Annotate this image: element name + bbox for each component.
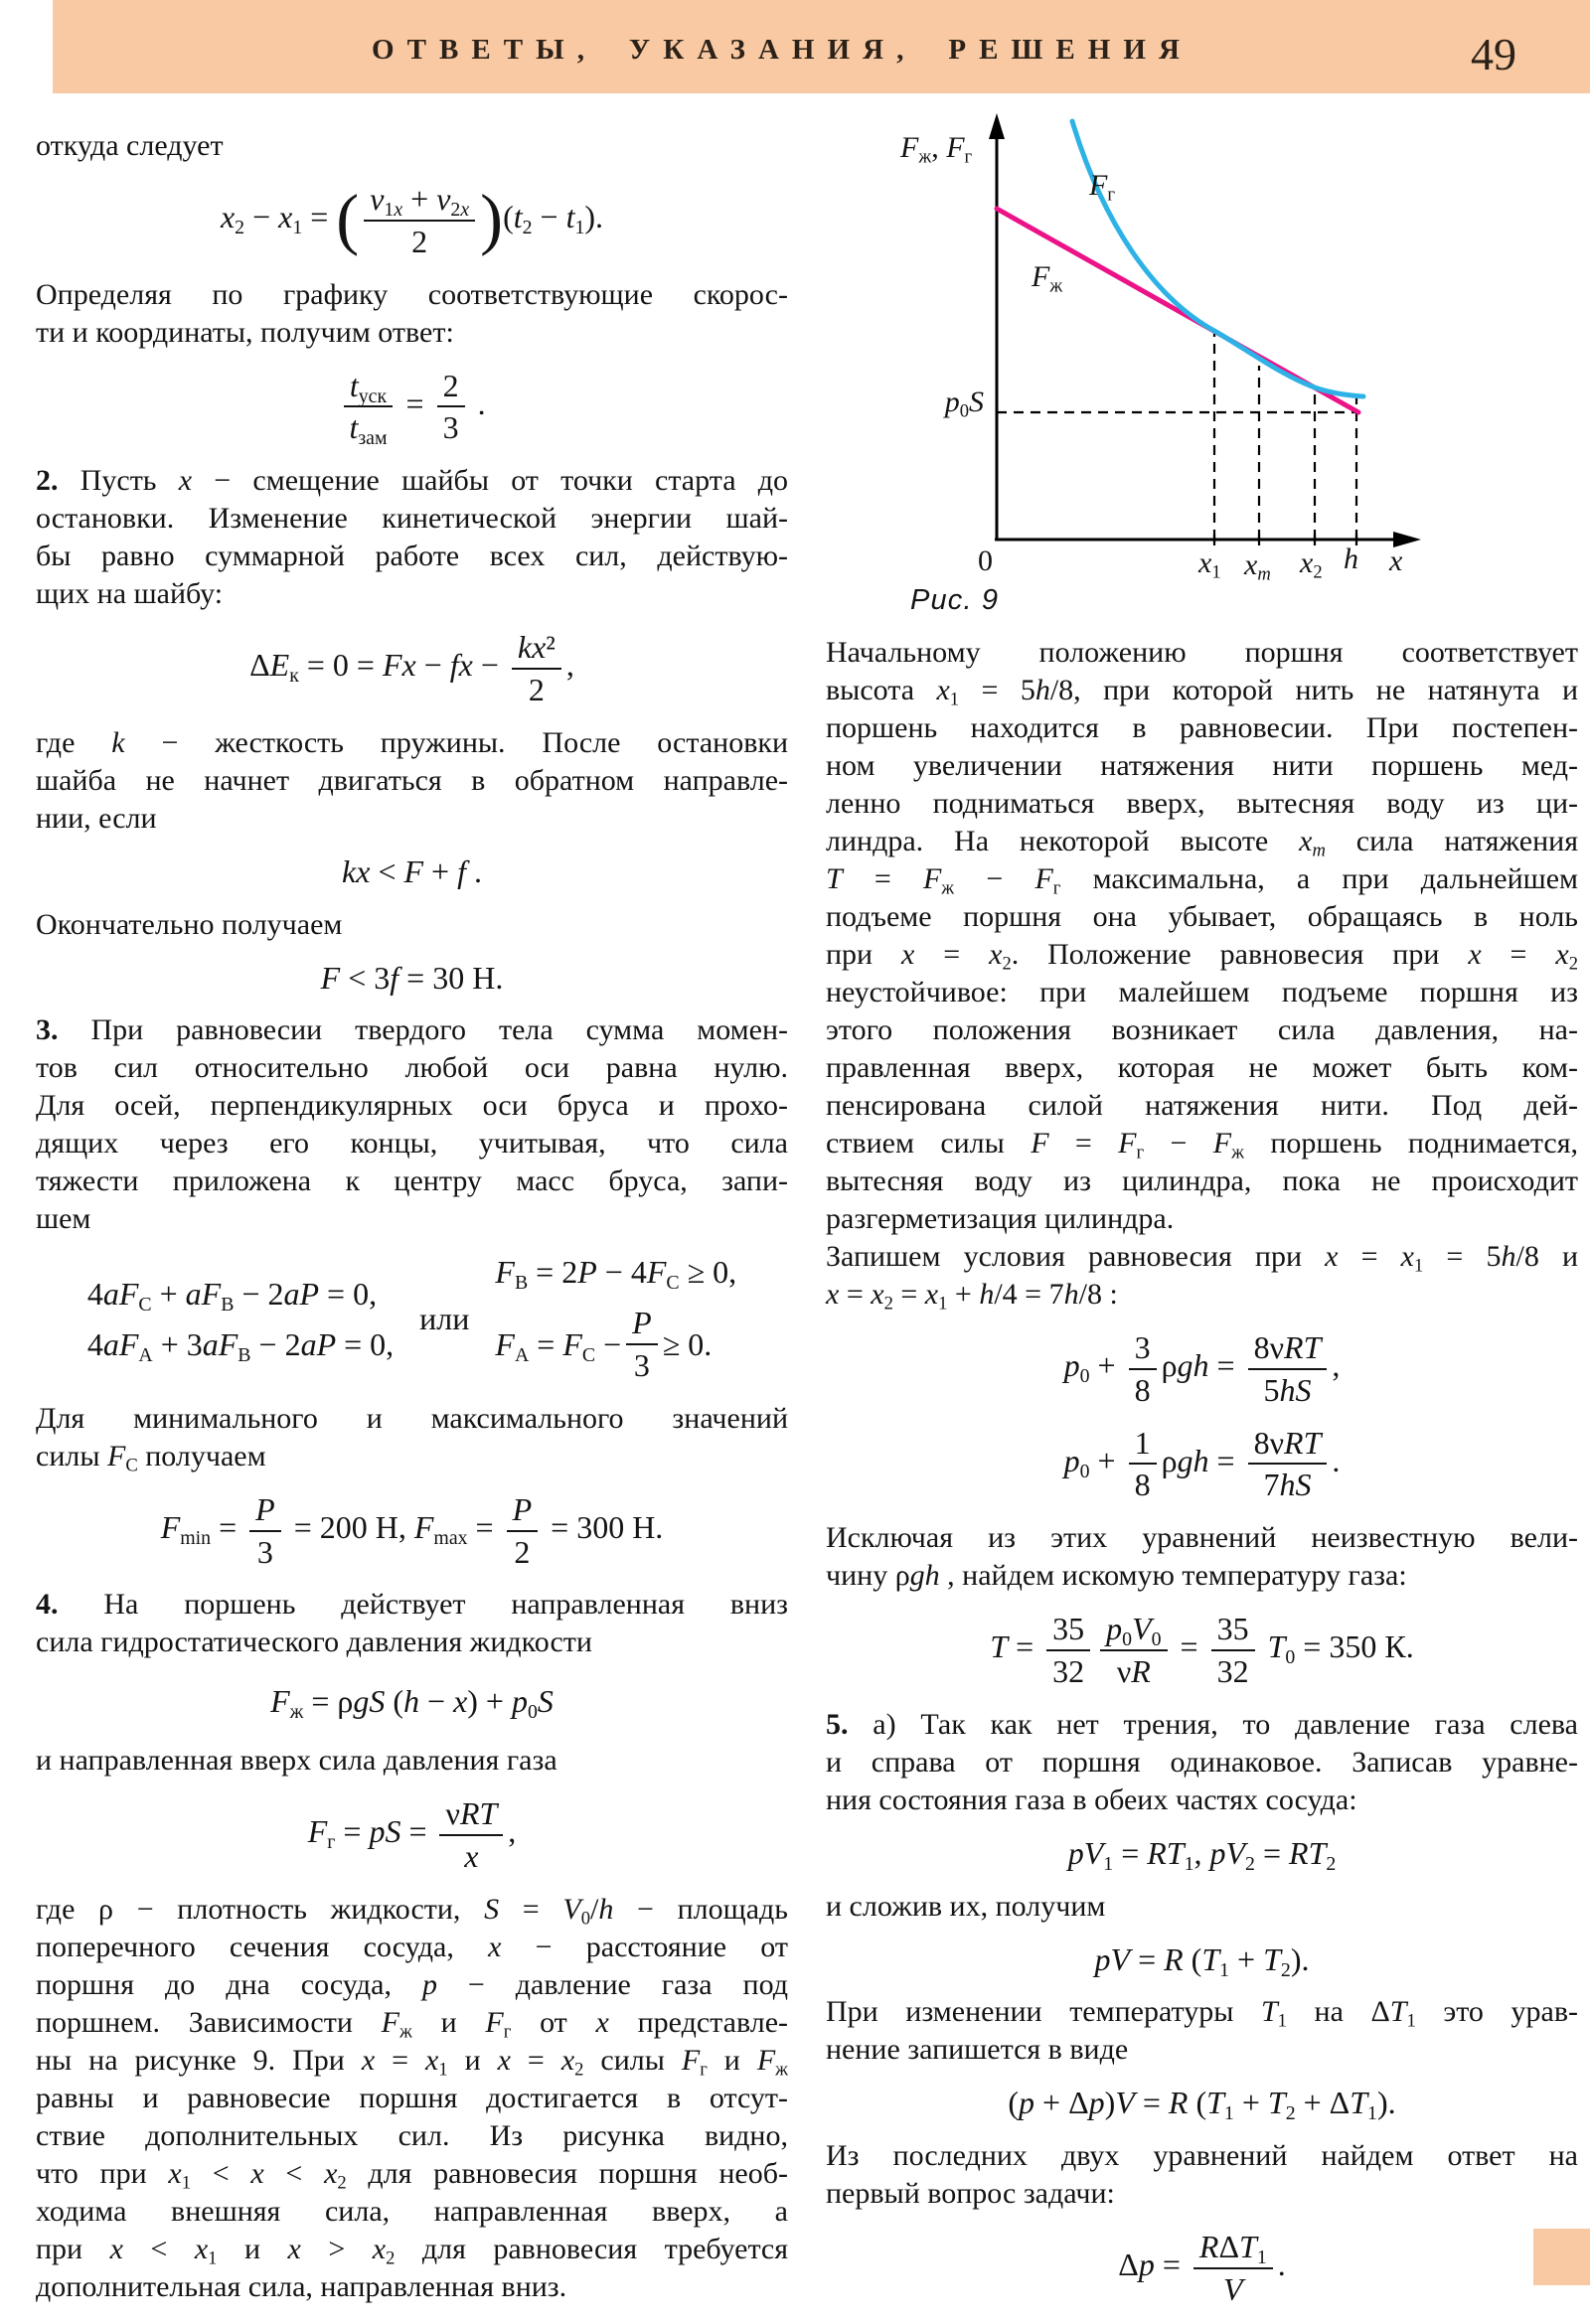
paragraph (36, 1891, 788, 2306)
formula-hydrostatic: $F_ж = \rho gS$ $(h - x) + p_0S$ (270, 1683, 554, 1724)
formula-moment-system (36, 1254, 788, 1383)
text-line: ходима внешняя сила, направленная вверх, а (36, 2194, 788, 2228)
text-line: что при $x_1 < x < x_2$ для равновесия поршня необ- (36, 2156, 789, 2194)
paragraph (826, 2137, 1578, 2213)
paragraph-task-2 (36, 462, 788, 613)
text-line: при $x < x_1$ и $x > x_2$ для равновесия требуется (36, 2232, 789, 2269)
paragraph-task-5 (826, 1706, 1578, 1819)
fraction: $\frac{P}{3}$ (249, 1491, 281, 1571)
fraction: $\frac{35}{32}$ (1211, 1611, 1255, 1690)
text-line: При изменении температуры $T_1$ на $\Delta T_1$ это урав- (826, 1995, 1578, 2032)
text-line: шайба не начнет двигаться в обратном направле- (36, 763, 788, 797)
text-line: ствием силы $F = F_г - F_ж$ поршень поднимается, (826, 1127, 1578, 1163)
text-line: равны и равновесие поршня достигается в отсут- (36, 2081, 788, 2114)
h-tick-label: h (1344, 542, 1358, 575)
paragraph (826, 1238, 1578, 1314)
formula-temperature: T = $\frac{35}{32}$ $\frac{p_0V_0}{\nu R}$ = $\frac{35}{32}$ $T_0 = 350$ К. (990, 1611, 1414, 1689)
text-line: остановки. Изменение кинетической энергии шай- (36, 502, 788, 536)
fraction: $\frac{1}{8}$ (1129, 1425, 1157, 1504)
text-line: ленно подниматься вверх, вытесняя воду из ци- (826, 787, 1578, 820)
text-line: подъеме поршня она убывает, обращаясь в ноль (826, 900, 1578, 933)
text-line: ния состояния газа в обеих частях сосуда: (826, 1782, 1357, 1816)
fg-curve (1072, 121, 1363, 396)
formula-time-ratio: $\frac{t_{уск}}{t_{зам}}$ = $\frac{2}{3}$ . (36, 368, 788, 447)
equation-stack-left: $4aF_C + aF_B - 2aP = 0$, $4aF_A + 3aF_B - 2aP = 0$, (86, 1275, 395, 1366)
text-line: этого положения возникает сила давления, на- (826, 1013, 1578, 1046)
fraction: $\frac{\text{8νRT}}{5hS}$ (1248, 1329, 1328, 1409)
text-line: силы $F_C$ получаем (36, 1439, 266, 1476)
paragraph (826, 1993, 1578, 2069)
text-line: неустойчивое: при малейшем подъеме поршня из (826, 976, 1578, 1008)
y-axis-label: $F_ж$, $F_г$ (900, 131, 973, 168)
text-line: первый вопрос задачи: (826, 2177, 1115, 2211)
x-axis-label: x (1389, 544, 1403, 577)
formula-gas-states: $pV_1 = RT_1$, $pV_2 = RT_2$ (1067, 1834, 1337, 1875)
open-paren: ( (336, 180, 360, 256)
text-line: где ρ − плотность жидкости, $S = V_0/h$ − площадь (36, 1892, 788, 1930)
fraction: $\frac{P}{3}$ (626, 1305, 658, 1384)
text-line: поперечного сечения сосуда, x − расстояние от (36, 1930, 788, 1963)
x1-tick-label: $x_1$ (1198, 546, 1221, 583)
text-line: Определяя по графику соответствующие скорос- (36, 277, 788, 311)
formula-energy: $\Delta E_к = 0 = Fx$ − fx − $\frac{\text{kx²}}{2}$ , (249, 629, 574, 707)
text-line: тяжести приложена к центру масс бруса, запи- (36, 1164, 788, 1198)
fzh-curve-label: $F_ж$ (1032, 260, 1063, 297)
formula-force-answer: F < 3f = 30 Н. (320, 959, 504, 996)
text-line: и сложив их, получим (826, 1889, 1106, 1923)
or-word: или (419, 1301, 470, 1337)
paragraph-task-3 (36, 1011, 788, 1238)
paragraph-task-4 (36, 1586, 788, 1661)
close-paren: ) (480, 180, 504, 256)
paragraph (36, 1400, 788, 1475)
fraction: $\frac{35}{32}$ (1046, 1611, 1090, 1690)
fraction: $\frac{v_{1x} + v_{2x}}{2}$ (364, 181, 475, 260)
left-column (36, 127, 788, 2306)
formula-equilibrium-1: $p_0$ + $\frac{3}{8}$ ρgh = $\frac{\text{8νRT}}{5hS}$ , (1063, 1329, 1341, 1408)
p0s-label: $p_0S$ (944, 386, 984, 422)
text-line: вытесняя воду из цилиндра, пока не происходит (826, 1164, 1578, 1197)
fraction: $\frac{p_0V_0}{\nu R}$ (1100, 1611, 1167, 1690)
fraction: $\frac{t_{уск}}{t_{зам}}$ (343, 368, 393, 447)
text-line: чину ρgh , найдем искомую температуру газа: (826, 1559, 1407, 1593)
text-line: ном увеличении натяжения нити поршень мед- (826, 749, 1578, 782)
formula-equilibrium-2: $p_0$ + $\frac{1}{8}$ ρgh = $\frac{\text{8νRT}}{7hS}$ . (1063, 1424, 1341, 1503)
text-line: ствие дополнительных сил. Из рисунка видно, (36, 2118, 788, 2152)
formula-sum: pV = R $(T_1 + T_2)$. (1094, 1940, 1310, 1981)
text-line: и справа от поршня одинаковое. Записав уравне- (826, 1745, 1578, 1779)
text-line: где k − жесткость пружины. После остановки (36, 725, 788, 759)
y-axis-arrow (989, 113, 1005, 139)
formula-spring-condition: kx < F + f . (342, 852, 482, 889)
text-line: и направленная вверх сила давления газа (36, 1744, 557, 1778)
text-line: дящих через его концы, учитывая, что сила (36, 1127, 788, 1161)
text-line: пенсирована силой натяжения нити. Под дей- (826, 1089, 1578, 1122)
text-line: 2. Пусть x − смещение шайбы от точки старта до (36, 464, 788, 498)
text-line: откуда следует (36, 129, 224, 162)
xm-tick-label: $x_m$ (1244, 548, 1271, 585)
text-line: $T = F_ж - F_г$ максимальна, а при дальнейшем (826, 862, 1579, 899)
text-line: бы равно суммарной работе всех сил, действую- (36, 540, 788, 573)
formula-pressure-answer: Δp = $\frac{R\Delta T_1}{V}$ . (1118, 2229, 1286, 2307)
formula-displacement (36, 181, 788, 260)
text-line: ны на рисунке 9. При $x = x_1$ и $x = x_2$ силы $F_г$ и $F_ж$ (36, 2043, 789, 2081)
text-line: высота $x_1 = 5h/8$, при которой нить не натянута и (826, 674, 1578, 710)
page-number: 49 (1471, 29, 1516, 79)
text-line: Окончательно получаем (36, 907, 343, 941)
fraction: $\frac{P}{2}$ (507, 1491, 539, 1571)
origin-label: 0 (978, 544, 993, 577)
text-line: $x = x_2 = x_1 + h/4 = 7h/8$ : (826, 1278, 1118, 1315)
fraction: $\frac{\text{νRT}}{x}$ (439, 1795, 503, 1875)
figure-9 (894, 95, 1471, 637)
fraction: $\frac{\text{8νRT}}{7hS}$ (1248, 1425, 1328, 1504)
paragraph (826, 1519, 1578, 1595)
text-line: Начальному положению поршня соответствует (826, 636, 1578, 669)
text-line: сила гидростатического давления жидкости (36, 1626, 592, 1659)
page-title: ОТВЕТЫ, УКАЗАНИЯ, РЕШЕНИЯ (372, 34, 1192, 66)
text-line: нии, если (36, 801, 157, 835)
text-line: щих на шайбу: (36, 577, 224, 611)
text-line: Из последних двух уравнений найдем ответ на (826, 2139, 1578, 2173)
formula-gas-force: $F_г$ = pS = $\frac{\text{νRT}}{x}$ , (307, 1795, 517, 1874)
text-line: поршень находится в равновесии. При постепен- (826, 711, 1578, 744)
figure-caption: Рис. 9 (910, 584, 1000, 616)
text-line: ти и координаты, получим ответ: (36, 315, 454, 349)
text-line: дополнительная сила, направленная вниз. (36, 2269, 567, 2303)
formula-part: $x_2 - x_1$ = (220, 199, 337, 239)
paragraph (826, 634, 1578, 1238)
text-line: разгерметизация цилиндра. (826, 1202, 1175, 1235)
text-line: 3. При равновесии твердого тела сумма момен- (36, 1013, 788, 1047)
fraction: $\frac{R\Delta T_1}{V}$ (1193, 2229, 1273, 2308)
text-line: линдра. На некоторой высоте $x_m$ сила натяжения (826, 825, 1578, 861)
formula-part: $(t_2 - t_1)$. (503, 199, 604, 239)
paragraph (36, 276, 788, 352)
paragraph (36, 724, 788, 838)
fraction: $\frac{\text{kx²}}{2}$ (512, 629, 561, 708)
text-line: 5. а) Так как нет трения, то давление газа слева (826, 1707, 1578, 1741)
formula-min-max: $F_{min}$ = $\frac{P}{3}$ = 200 Н, $F_{max}$ = $\frac{P}{2}$ = 300 Н. (160, 1490, 664, 1570)
text-line: Для минимального и максимального значений (36, 1401, 788, 1435)
text-line: тов сил относительно любой оси равна нулю. (36, 1051, 788, 1085)
text-line: Исключая из этих уравнений неизвестную вели- (826, 1521, 1578, 1555)
equation-stack-right: $F_B = 2P - 4F_C \ge 0$, $F_A = F_C$ − $\frac{P}{3}$ ≥ 0. (495, 1254, 737, 1383)
text-line: Запишем условия равновесия при $x = x_1 = 5h/8$ и (826, 1240, 1579, 1277)
text-line: Для осей, перпендикулярных оси бруса и прохо- (36, 1089, 788, 1123)
text-line: нение запишется в виде (826, 2033, 1129, 2067)
text-line: поршнем. Зависимости $F_ж$ и $F_г$ от x представле- (36, 2005, 789, 2043)
fg-curve-label: $F_г$ (1089, 169, 1115, 206)
text-line: при $x = x_2$. Положение равновесия при $x = x_2$ (826, 938, 1579, 975)
x2-tick-label: $x_2$ (1300, 546, 1323, 583)
text-line: шем (36, 1202, 91, 1236)
text-line: 4. На поршень действует направленная вниз (36, 1588, 788, 1622)
text-line: поршня до дна сосуда, p − давление газа под (36, 1967, 789, 2001)
fraction: $\frac{2}{3}$ (437, 368, 465, 447)
formula-delta: (p + Δp)V = R $(T_1 + T_2 + \Delta T_1)$. (1008, 2085, 1396, 2125)
text-line: правленная вверх, которая не может быть ком- (826, 1051, 1578, 1084)
fraction: $\frac{3}{8}$ (1129, 1329, 1157, 1409)
right-column (826, 634, 1578, 2324)
